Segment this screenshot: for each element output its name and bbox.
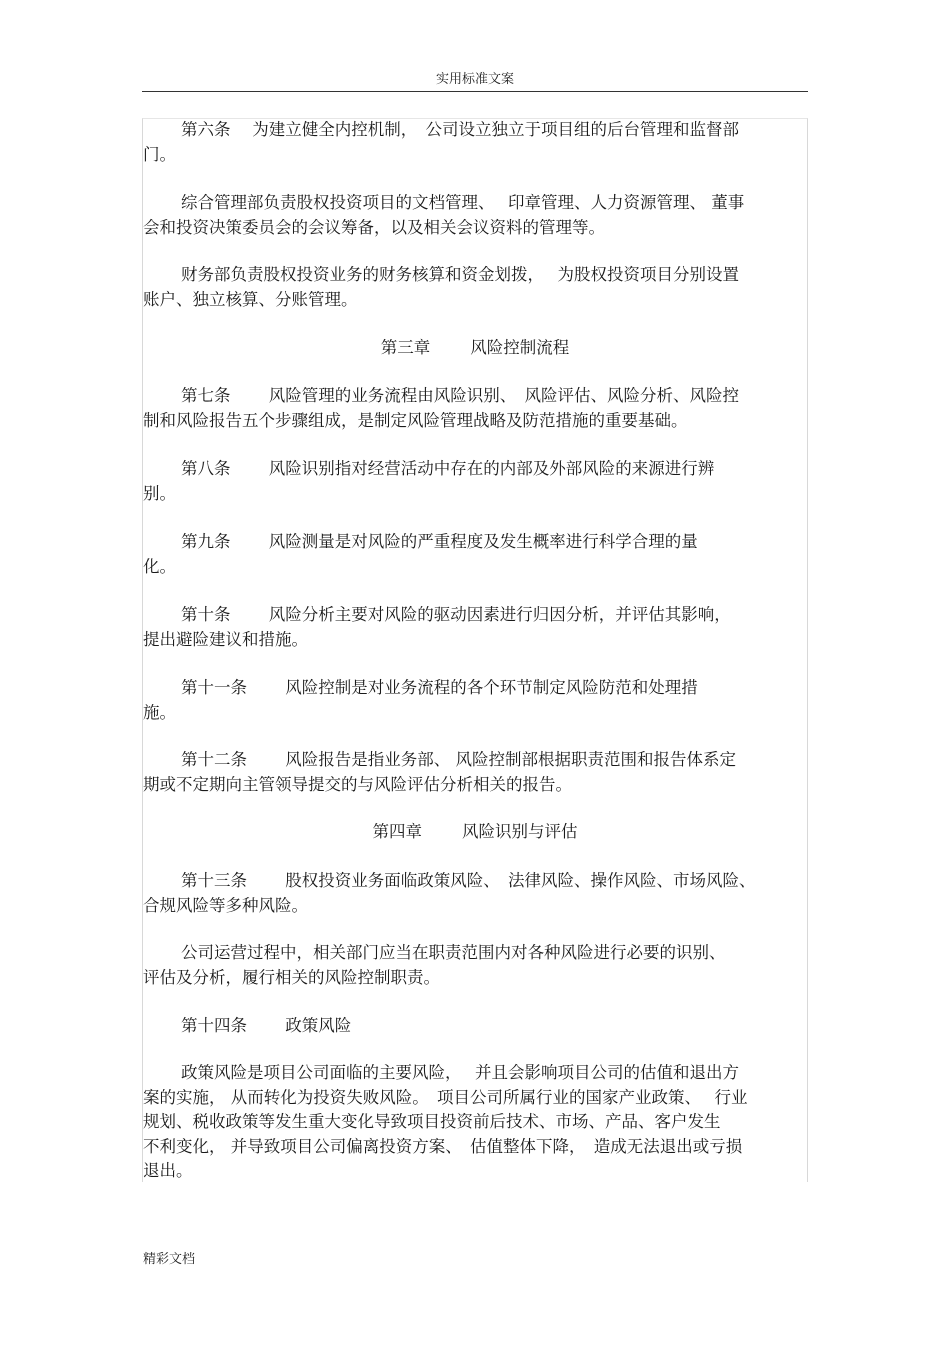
- paragraph-line: 案的实施， 从而转化为投资失败风险。 项目公司所属行业的国家产业政策、 行业: [143, 1087, 748, 1107]
- article-7: [143, 384, 805, 433]
- chapter-title: 风险识别与评估: [462, 822, 578, 841]
- paragraph-line: 会和投资决策委员会的会议筹备，以及相关会议资料的管理等。: [143, 217, 605, 237]
- chapter-heading-3: [0, 336, 950, 360]
- paragraph-line: 制和风险报告五个步骤组成，是制定风险管理战略及防范措施的重要基础。: [143, 410, 688, 430]
- paragraph-line: 施。: [143, 702, 176, 722]
- paragraph-admin-dept: [143, 191, 805, 240]
- paragraph-line: 别。: [143, 483, 176, 503]
- paragraph-line: 不利变化， 并导致项目公司偏离投资方案、 估值整体下降， 造成无法退出或亏损: [143, 1136, 743, 1156]
- paragraph-line: 第十四条 政策风险: [181, 1016, 352, 1035]
- paragraph-line: 退出。: [143, 1161, 193, 1180]
- paragraph-line: 第九条 风险测量是对风险的严重程度及发生概率进行科学合理的量: [181, 532, 698, 551]
- page-footer: 精彩文档: [143, 1252, 196, 1267]
- chapter-title: 风险控制流程: [470, 338, 570, 357]
- header-rule: [142, 91, 808, 92]
- paragraph-line: 期或不定期向主管领导提交的与风险评估分析相关的报告。: [143, 774, 572, 794]
- article-12: [143, 748, 805, 797]
- article-13: [143, 869, 805, 918]
- paragraph-line: 第十二条 风险报告是指业务部、 风险控制部根据职责范围和报告体系定: [181, 750, 736, 769]
- chapter-heading-4: [0, 820, 950, 844]
- article-9: [143, 530, 805, 579]
- paragraph-line: 规划、税收政策等发生重大变化导致项目投资前后技术、市场、产品、客户发生: [143, 1112, 721, 1131]
- page-header: 实用标准文案: [435, 72, 514, 87]
- paragraph-policy-risk: [143, 1061, 805, 1184]
- chapter-number: 第三章: [380, 338, 431, 357]
- paragraph-line: 第七条 风险管理的业务流程由风险识别、 风险评估、风险分析、风险控: [181, 386, 739, 405]
- chapter-number: 第四章: [372, 822, 422, 841]
- paragraph-line: 第十三条 股权投资业务面临政策风险、 法律风险、操作风险、市场风险、: [181, 871, 756, 890]
- article-11: [143, 676, 805, 725]
- paragraph-line: 综合管理部负责股权投资项目的文档管理、 印章管理、人力资源管理、 董事: [181, 193, 745, 212]
- article-10: [143, 603, 805, 652]
- paragraph-line: 财务部负责股权投资业务的财务核算和资金划拨， 为股权投资项目分别设置: [181, 265, 739, 284]
- paragraph-operations: [143, 941, 805, 990]
- paragraph-line: 化。: [143, 556, 176, 576]
- paragraph-line: 第六条 为建立健全内控机制， 公司设立独立于项目组的后台管理和监督部: [181, 120, 739, 139]
- paragraph-line: 合规风险等多种风险。: [143, 895, 308, 915]
- paragraph-line: 政策风险是项目公司面临的主要风险， 并且会影响项目公司的估值和退出方: [181, 1063, 739, 1082]
- paragraph-line: 评估及分析，履行相关的风险控制职责。: [143, 967, 440, 987]
- paragraph-finance-dept: [143, 263, 805, 312]
- article-14: [143, 1014, 805, 1039]
- paragraph-line: 门。: [143, 144, 176, 164]
- paragraph-line: 第八条 风险识别指对经营活动中存在的内部及外部风险的来源进行辨: [181, 459, 715, 478]
- paragraph-line: 第十一条 风险控制是对业务流程的各个环节制定风险防范和处理措: [181, 678, 698, 697]
- paragraph-line: 提出避险建议和措施。: [143, 629, 308, 649]
- paragraph-line: 第十条 风险分析主要对风险的驱动因素进行归因分析，并评估其影响，: [181, 605, 731, 624]
- paragraph-line: 公司运营过程中，相关部门应当在职责范围内对各种风险进行必要的识别、: [181, 943, 726, 962]
- article-6: [143, 118, 805, 167]
- article-8: [143, 457, 805, 506]
- paragraph-line: 账户、独立核算、分账管理。: [143, 289, 358, 309]
